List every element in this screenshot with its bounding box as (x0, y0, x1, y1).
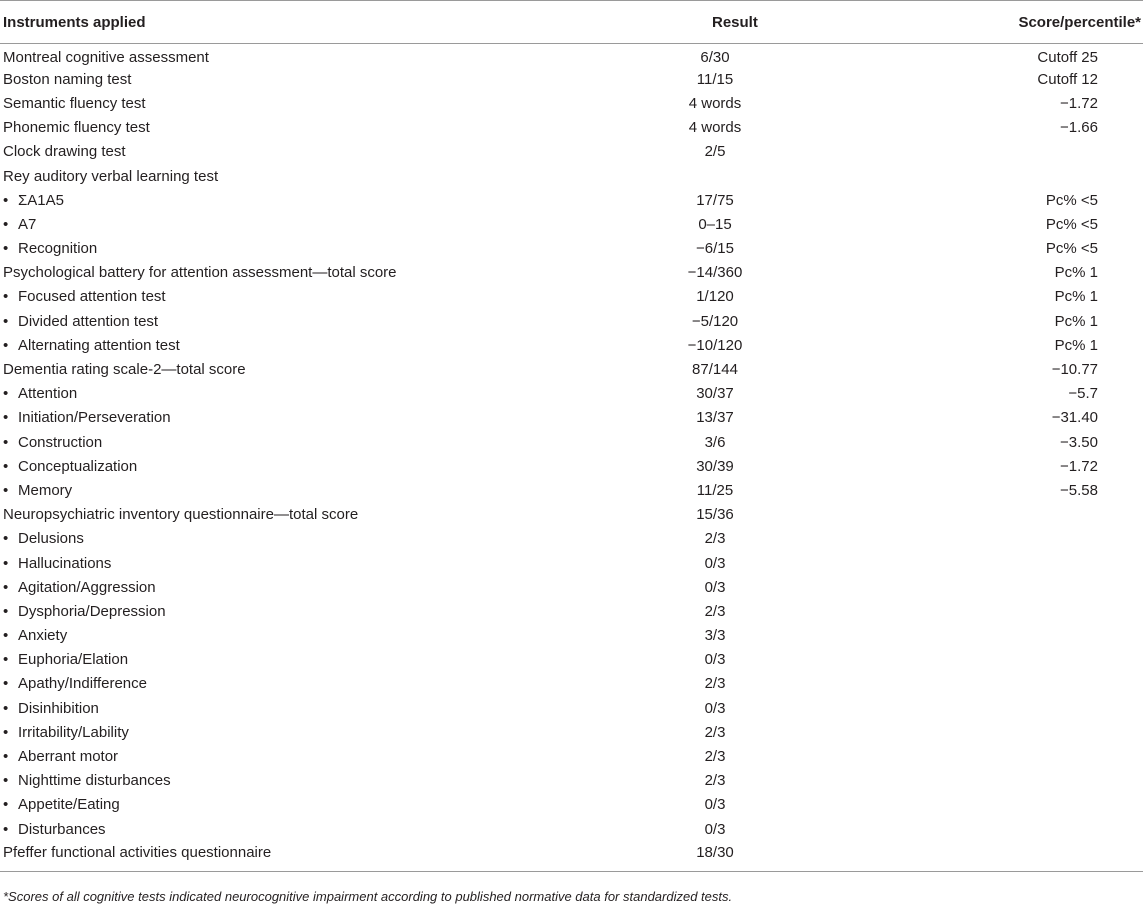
table-row (0, 382, 1143, 406)
result-cell: 2/5 (704, 143, 726, 161)
subitem-name-cell (0, 551, 600, 575)
result-cell: 87/144 (692, 361, 738, 379)
result-cell: 0/3 (704, 796, 726, 814)
result-cell: 17/75 (696, 191, 734, 209)
table-row (0, 793, 1143, 817)
instrument-name: Memory (18, 481, 73, 499)
score-cell (830, 164, 1143, 188)
subitem-name-cell (0, 818, 600, 842)
result-cell: 3/3 (704, 627, 726, 645)
instrument-name: ΣA1A5 (18, 191, 64, 209)
bullet-icon: • (3, 578, 9, 596)
instrument-name: Neuropsychiatric inventory questionnaire—total score (3, 506, 359, 524)
score-cell: Pc% 1 (1054, 336, 1098, 354)
result-cell: 0/3 (704, 699, 726, 717)
instrument-name: A7 (18, 215, 37, 233)
result-cell: 3/6 (704, 433, 726, 451)
score-cell (830, 745, 1143, 769)
result-cell (600, 164, 830, 188)
instrument-name: Disinhibition (18, 699, 99, 717)
score-cell: −1.72 (1060, 94, 1098, 112)
instrument-name: Alternating attention test (18, 336, 180, 354)
table-row (0, 44, 1143, 68)
subitem-name-cell (0, 285, 600, 309)
instrument-name: Initiation/Perseveration (18, 409, 171, 427)
bullet-icon: • (3, 312, 9, 330)
instrument-name-cell (0, 44, 600, 68)
table-row (0, 624, 1143, 648)
score-cell (830, 600, 1143, 624)
instrument-name: Delusions (18, 530, 84, 548)
subitem-name-cell (0, 600, 600, 624)
table-row (0, 92, 1143, 116)
instrument-name: Attention (18, 385, 78, 403)
result-cell: 0/3 (704, 578, 726, 596)
score-cell (830, 721, 1143, 745)
bullet-icon: • (3, 675, 9, 693)
score-cell: −3.50 (1060, 433, 1098, 451)
result-cell: 0/3 (704, 554, 726, 572)
instrument-name: Dementia rating scale-2—total score (3, 361, 246, 379)
result-cell: 13/37 (696, 409, 734, 427)
bullet-icon: • (3, 602, 9, 620)
bullet-icon: • (3, 336, 9, 354)
score-cell (830, 503, 1143, 527)
bullet-icon: • (3, 288, 9, 306)
result-cell: 2/3 (704, 723, 726, 741)
instrument-name: Euphoria/Elation (18, 651, 129, 669)
table-row (0, 842, 1143, 872)
instrument-name: Nighttime disturbances (18, 772, 171, 790)
bullet-icon: • (3, 796, 9, 814)
table-row (0, 479, 1143, 503)
score-cell: −5.7 (1068, 385, 1098, 403)
table-row (0, 600, 1143, 624)
score-cell (830, 769, 1143, 793)
subitem-name-cell (0, 189, 600, 213)
table-row (0, 769, 1143, 793)
instrument-name-cell (0, 164, 600, 188)
header-result: Result (600, 1, 830, 44)
subitem-name-cell (0, 672, 600, 696)
result-cell: 2/3 (704, 675, 726, 693)
result-cell: 4 words (688, 94, 742, 112)
instrument-name: Montreal cognitive assessment (3, 48, 209, 66)
header-row (0, 1, 1143, 44)
result-cell: 0–15 (698, 215, 732, 233)
subitem-name-cell (0, 648, 600, 672)
result-cell: 2/3 (704, 772, 726, 790)
result-cell: −6/15 (696, 240, 734, 258)
table-row (0, 818, 1143, 842)
instrument-name: Disturbances (18, 820, 106, 838)
score-cell (830, 576, 1143, 600)
table-row (0, 648, 1143, 672)
instrument-name: Divided attention test (18, 312, 159, 330)
table-row (0, 334, 1143, 358)
result-cell: 0/3 (704, 820, 726, 838)
instrument-name: Rey auditory verbal learning test (3, 167, 219, 185)
result-cell: 30/39 (696, 457, 734, 475)
table-row (0, 431, 1143, 455)
subitem-name-cell (0, 334, 600, 358)
instrument-name: Agitation/Aggression (18, 578, 156, 596)
table-row (0, 237, 1143, 261)
result-cell: 11/25 (696, 481, 734, 499)
subitem-name-cell (0, 721, 600, 745)
subitem-name-cell (0, 382, 600, 406)
result-cell: 4 words (688, 119, 742, 137)
instrument-name-cell (0, 261, 600, 285)
result-cell: 15/36 (696, 506, 734, 524)
instrument-name: Boston naming test (3, 70, 132, 88)
score-cell: Pc% 1 (1054, 312, 1098, 330)
bullet-icon: • (3, 385, 9, 403)
instrument-name: Focused attention test (18, 288, 166, 306)
result-cell: −14/360 (687, 264, 743, 282)
instrument-name-cell (0, 503, 600, 527)
score-cell (830, 672, 1143, 696)
table-row (0, 406, 1143, 430)
score-cell: Pc% <5 (1045, 240, 1098, 258)
table-row (0, 551, 1143, 575)
bullet-icon: • (3, 699, 9, 717)
score-cell: −1.72 (1060, 457, 1098, 475)
result-cell: −10/120 (687, 336, 743, 354)
instrument-name: Clock drawing test (3, 143, 126, 161)
subitem-name-cell (0, 213, 600, 237)
bullet-icon: • (3, 723, 9, 741)
table-row (0, 672, 1143, 696)
instrument-name: Semantic fluency test (3, 94, 146, 112)
instrument-name: Dysphoria/Depression (18, 602, 166, 620)
instrument-name: Conceptualization (18, 457, 138, 475)
table-row (0, 455, 1143, 479)
score-cell (830, 697, 1143, 721)
result-cell: 30/37 (696, 385, 734, 403)
table-row (0, 213, 1143, 237)
subitem-name-cell (0, 527, 600, 551)
instrument-name: Anxiety (18, 627, 68, 645)
result-cell: 2/3 (704, 602, 726, 620)
result-cell: 2/3 (704, 748, 726, 766)
bullet-icon: • (3, 748, 9, 766)
result-cell: 1/120 (696, 288, 734, 306)
table-row (0, 576, 1143, 600)
result-cell: 6/30 (700, 48, 730, 66)
instrument-name-cell (0, 116, 600, 140)
bullet-icon: • (3, 554, 9, 572)
bullet-icon: • (3, 191, 9, 209)
bullet-icon: • (3, 240, 9, 258)
subitem-name-cell (0, 697, 600, 721)
header-score: Score/percentile* (830, 1, 1143, 44)
score-cell (830, 551, 1143, 575)
table-row (0, 261, 1143, 285)
table-row (0, 116, 1143, 140)
result-cell: −5/120 (691, 312, 739, 330)
score-cell: −31.40 (1051, 409, 1098, 427)
subitem-name-cell (0, 745, 600, 769)
table-header (0, 1, 1143, 44)
table-row (0, 189, 1143, 213)
instrument-name-cell (0, 358, 600, 382)
result-cell: 18/30 (600, 842, 830, 872)
score-cell (830, 842, 1143, 872)
table-footnote: *Scores of all cognitive tests indicated neurocognitive impairment according to published normative data for standardized tests. (3, 889, 733, 904)
instrument-name: Recognition (18, 240, 98, 258)
score-cell: −1.66 (1060, 119, 1098, 137)
table-row (0, 527, 1143, 551)
score-cell (830, 818, 1143, 842)
subitem-name-cell (0, 793, 600, 817)
subitem-name-cell (0, 769, 600, 793)
score-cell: Pc% 1 (1054, 288, 1098, 306)
subitem-name-cell (0, 479, 600, 503)
table-row (0, 721, 1143, 745)
score-cell: Pc% <5 (1045, 215, 1098, 233)
score-cell (830, 140, 1143, 164)
table-row (0, 745, 1143, 769)
score-cell: Pc% 1 (1054, 264, 1098, 282)
subitem-name-cell (0, 237, 600, 261)
instrument-name: Construction (18, 433, 103, 451)
table-row (0, 503, 1143, 527)
bullet-icon: • (3, 457, 9, 475)
score-cell: Cutoff 12 (1037, 70, 1098, 88)
score-cell (830, 648, 1143, 672)
instrument-name: Phonemic fluency test (3, 119, 150, 137)
result-cell: 11/15 (696, 70, 734, 88)
instrument-name-cell (0, 842, 600, 872)
table-row (0, 140, 1143, 164)
table-row (0, 697, 1143, 721)
bullet-icon: • (3, 772, 9, 790)
table-row (0, 358, 1143, 382)
instrument-name-cell (0, 140, 600, 164)
instrument-name-cell (0, 92, 600, 116)
instrument-name: Psychological battery for attention assessment—total score (3, 264, 397, 282)
bullet-icon: • (3, 651, 9, 669)
instrument-name-cell (0, 68, 600, 92)
subitem-name-cell (0, 310, 600, 334)
table-body (0, 44, 1143, 872)
instrument-name: Aberrant motor (18, 748, 119, 766)
subitem-name-cell (0, 624, 600, 648)
table-row (0, 68, 1143, 92)
score-cell (830, 527, 1143, 551)
bullet-icon: • (3, 481, 9, 499)
score-cell: Pc% <5 (1045, 191, 1098, 209)
subitem-name-cell (0, 431, 600, 455)
subitem-name-cell (0, 455, 600, 479)
header-instrument: Instruments applied (0, 1, 600, 44)
bullet-icon: • (3, 409, 9, 427)
instrument-name: Apathy/Indifference (18, 675, 147, 693)
score-cell: Cutoff 25 (1037, 48, 1098, 66)
table-row (0, 310, 1143, 334)
result-cell: 0/3 (704, 651, 726, 669)
score-cell (830, 624, 1143, 648)
subitem-name-cell (0, 576, 600, 600)
table-row (0, 164, 1143, 188)
bullet-icon: • (3, 820, 9, 838)
score-cell (830, 793, 1143, 817)
result-cell: 2/3 (704, 530, 726, 548)
bullet-icon: • (3, 215, 9, 233)
instrument-name: Hallucinations (18, 554, 112, 572)
instrument-name: Pfeffer functional activities questionnaire (3, 844, 272, 862)
instrument-name: Irritability/Lability (18, 723, 129, 741)
score-cell: −10.77 (1051, 361, 1098, 379)
bullet-icon: • (3, 627, 9, 645)
bullet-icon: • (3, 433, 9, 451)
bullet-icon: • (3, 530, 9, 548)
score-cell: −5.58 (1060, 481, 1098, 499)
instrument-name: Appetite/Eating (18, 796, 120, 814)
subitem-name-cell (0, 406, 600, 430)
table-row (0, 285, 1143, 309)
